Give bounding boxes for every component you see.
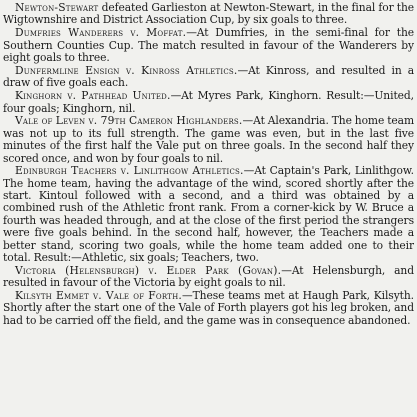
article-heading: Edinburgh Teachers v. Linlithgow Athletics. (15, 164, 244, 178)
article-body: —At Kinross, and resulted in a draw of five goals each. (3, 63, 414, 90)
article-kinghorn-pathhead (3, 90, 414, 115)
article-kilsyth-vale-of-forth (3, 290, 414, 327)
article-body: —At Helensburgh, and resulted in favour of the Victoria by eight goals to nil. (3, 263, 414, 290)
newspaper-column (3, 2, 414, 415)
article-dunfermline-kinross (3, 65, 414, 90)
article-body: —At Captain's Park, Linlithgow. The home team, having the advantage of the wind, scored shortly after the start. Kintoul followed with a second, and a third was obtained by a combined rush of the Athletic front rank. From a corner-kick by W. Bruce a fourth was headed through, and at the close of the first period the strangers were five goals behind. In the second half, however, the Teachers made a better stand, scoring two goals, while the home team added one to their total. Result:—Athletic, six goals; Teachers, two. (3, 164, 414, 264)
article-heading: Kinghorn v. Pathhead United. (15, 89, 171, 103)
article-body: defeated Garlieston at Newton-Stewart, in the final for the Wigtownshire and District Association Cup, by six goals to three. (3, 2, 414, 27)
article-body: —These teams met at Haugh Park, Kilsyth. Shortly after the start one of the Vale of Forth players got his leg broken, and had to be carried off the field, and the game was in consequence abandoned. (3, 289, 414, 327)
article-dumfries-moffat (3, 27, 414, 64)
article-victoria-elder-park (3, 265, 414, 290)
article-body: —At Dumfries, in the semi-final for the Southern Counties Cup. The match resulted in favour of the Wanderers by eight goals to three. (3, 26, 414, 64)
article-vale-of-leven (3, 115, 414, 164)
article-heading: Dunfermline Ensign v. Kinross Athletics. (15, 63, 238, 77)
article-body: —At Myres Park, Kinghorn. Result:—United, four goals; Kinghorn, nil. (3, 89, 414, 115)
article-heading: Kilsyth Emmet v. Vale of Forth. (15, 289, 182, 303)
article-heading: Newton-Stewart (15, 2, 99, 14)
article-heading: Vale of Leven v. 79th Cameron Highlanders. (15, 114, 243, 128)
article-body: —At Alexandria. The home team was not up to its full strength. The game was even, but in the last five minutes of the first half the Vale put on three goals. In the second half they scored once, and won by four goals to nil. (3, 114, 414, 165)
article-heading: Victoria (Helensburgh) v. Elder Park (Govan). (15, 263, 282, 277)
article-newton-stewart (3, 2, 414, 27)
article-heading: Dumfries Wanderers v. Moffat. (15, 26, 187, 40)
article-edinburgh-linlithgow (3, 165, 414, 264)
